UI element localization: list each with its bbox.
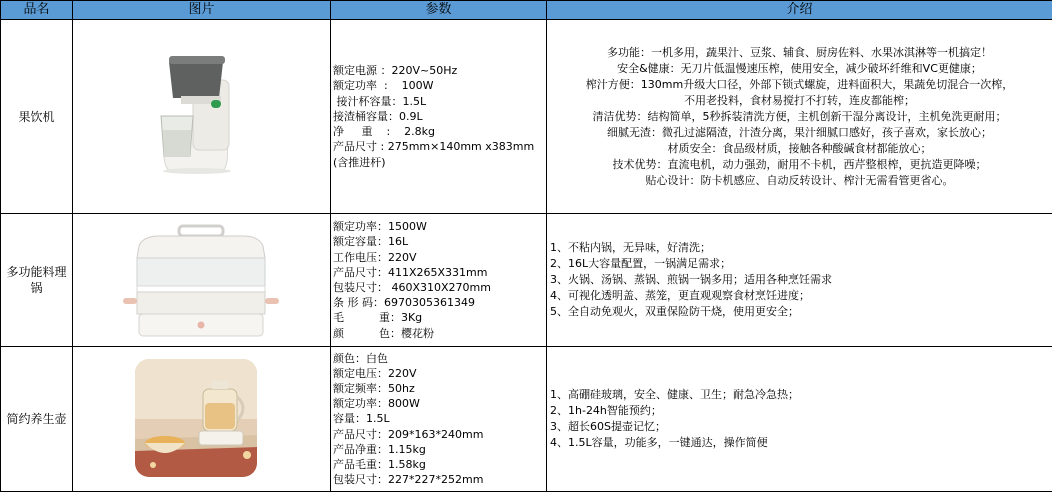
- spec-line: 额定功率：1500W: [333, 220, 427, 234]
- spec-line: 接汁杯容量：1.5L: [333, 94, 427, 108]
- product-image-cell[interactable]: [73, 214, 331, 347]
- intro-line: 2、16L大容量配置，一锅满足需求；: [550, 257, 732, 270]
- spec-line: 额定电压：220V: [333, 366, 417, 380]
- product-specs: [331, 347, 547, 492]
- product-intro: [547, 20, 1052, 214]
- intro-line: 1、高硼硅玻璃，安全、健康、卫生；耐急冷急热；: [550, 388, 799, 401]
- spec-line: 颜 色：樱花粉: [333, 326, 434, 340]
- header-name[interactable]: 品名: [1, 1, 73, 20]
- product-specs: [331, 20, 547, 214]
- spec-line: 包装尺寸： 460X310X270mm: [333, 281, 491, 294]
- intro-line: 3、火锅、汤锅、蒸锅、煎锅一锅多用；适用各种烹饪需求: [550, 273, 832, 286]
- header-intro[interactable]: 介绍: [547, 1, 1052, 20]
- kettle-image: [73, 347, 329, 490]
- spec-line: 产品净重：1.15kg: [333, 442, 426, 456]
- header-specs[interactable]: 参数: [331, 1, 547, 20]
- product-intro: [547, 214, 1052, 347]
- table-row: [1, 347, 1052, 492]
- intro-line: 贴心设计：防卡机感应、自动反转设计、榨汁无需看管更省心。: [645, 173, 954, 187]
- intro-line: 5、全自动免观火，双重保险防干烧，使用更安全；: [550, 305, 799, 318]
- product-name[interactable]: 果饮机: [1, 20, 73, 214]
- spec-line: 包装尺寸：227*227*252mm: [333, 473, 484, 487]
- intro-line: 不用老投料，食材易搅打不打转，连皮都能榨；: [684, 93, 915, 107]
- intro-line: 安全&健康：无刀片低温慢速压榨，使用安全，减少破坏纤维和VC更健康；: [617, 61, 982, 75]
- intro-line: 4、1.5L容量，功能多，一键通达，操作简便: [550, 436, 768, 449]
- spec-line: 条 形 码：6970305361349: [333, 296, 475, 310]
- product-name[interactable]: 多功能料理锅: [1, 214, 73, 347]
- header-row: [1, 1, 1052, 20]
- product-image-cell[interactable]: [73, 347, 331, 492]
- table-row: [1, 20, 1052, 214]
- spec-line: 额定电源 ：220V~50Hz: [333, 64, 458, 78]
- product-specs: [331, 214, 547, 347]
- spec-line: 产品毛重：1.58kg: [333, 458, 426, 471]
- spec-line: 产品尺寸：209*163*240mm: [333, 427, 484, 441]
- spec-line: 容量：1.5L: [333, 412, 390, 426]
- spec-line: 额定频率：50hz: [333, 381, 415, 395]
- intro-line: 榨汁方便：130mm升级大口径，外部下锁式螺旋，进料面积大，果蔬免切混合一次榨，: [585, 77, 1014, 91]
- juicer-image: [73, 20, 329, 212]
- spec-line: 产品尺寸 : 275mm×140mm x383mm: [333, 140, 535, 154]
- spec-line: 颜色：白色: [333, 351, 388, 365]
- intro-line: 材质安全：食品级材质，接触各种酸碱食材都能放心；: [667, 141, 932, 155]
- intro-line: 3、超长60S提壶记忆；: [550, 420, 666, 433]
- header-image[interactable]: 图片: [73, 1, 331, 20]
- intro-line: 细腻无渣：微孔过滤隔渣，汁渣分离，果汁细腻口感好，孩子喜欢，家长放心；: [607, 125, 992, 139]
- intro-line: 技术优势：直流电机，动力强劲，耐用不卡机，西芹整根榨，更抗造更降噪；: [612, 157, 987, 171]
- product-intro: [547, 347, 1052, 492]
- multicooker-image: [73, 214, 329, 345]
- spec-line: 净 重 : 2.8kg: [333, 125, 436, 139]
- intro-line: 2、1h-24h智能预约；: [550, 404, 662, 417]
- table-row: [1, 214, 1052, 347]
- intro-line: 4、可视化透明盖、蒸笼，更直观观察食材烹饪进度；: [550, 289, 810, 302]
- product-image-cell[interactable]: [73, 20, 331, 214]
- spec-line: 额定功率 : 100W: [333, 79, 434, 93]
- spec-line: (含推进杆): [333, 155, 386, 169]
- spec-line: 工作电压：220V: [333, 250, 417, 264]
- intro-line: 清洁优势：结构简单，5秒拆装清洗方便，主机创新干湿分离设计，主机免洗更耐用；: [592, 109, 1007, 123]
- spec-line: 额定功率：800W: [333, 397, 420, 411]
- spec-line: 产品尺寸：411X265X331mm: [333, 265, 488, 279]
- intro-line: 多功能：一机多用，蔬果汁、豆浆、辅食、厨房佐料、水果冰淇淋等一机搞定！: [607, 45, 992, 59]
- product-name[interactable]: 简约养生壶: [1, 347, 73, 492]
- intro-line: 1、不粘内锅，无异味，好清洗；: [550, 241, 711, 254]
- spec-line: 接渣桶容量：0.9L: [333, 109, 423, 123]
- spec-line: 毛 重：3Kg: [333, 311, 423, 325]
- spec-line: 额定容量：16L: [333, 235, 409, 249]
